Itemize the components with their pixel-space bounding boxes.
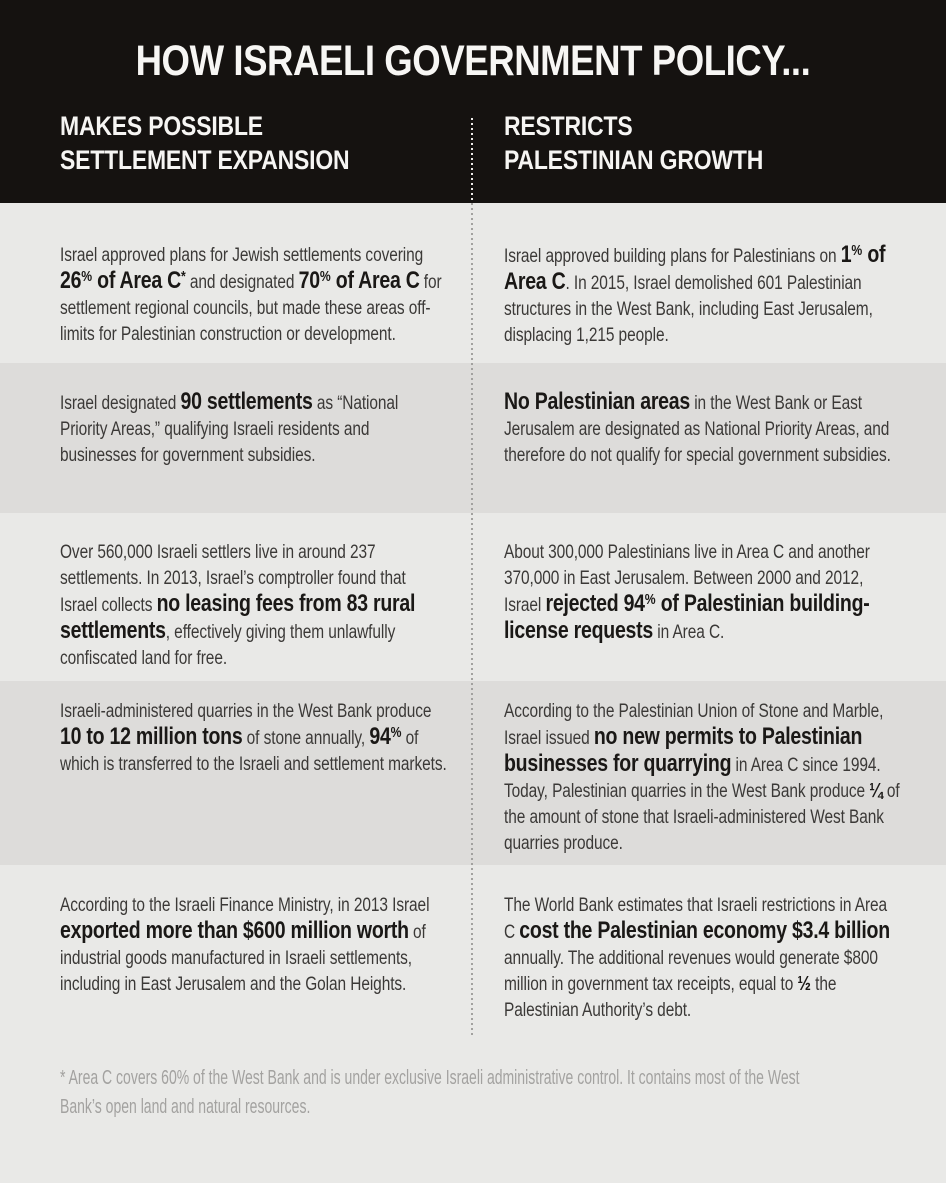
text-segment: 90 settlements (180, 388, 313, 415)
text-segment: for settlement regional councils, but made these areas off-limits for Palestinian construction or development. (60, 272, 442, 345)
footer (0, 1040, 946, 1183)
text-segment: Israel approved building plans for Palestinians on (504, 246, 841, 267)
text-segment: and designated (185, 272, 299, 293)
heading-line: SETTLEMENT EXPANSION (60, 145, 350, 175)
heading-line: MAKES POSSIBLE (60, 111, 263, 141)
text-segment: of industrial goods manufactured in Israeli settlements, including in East Jerusalem and the Golan Heights. (60, 922, 426, 995)
row-cell-right (473, 390, 946, 513)
table-row (0, 681, 946, 865)
row-cell-right (473, 540, 946, 681)
cell-text (60, 893, 447, 998)
cell-text (60, 390, 447, 469)
cell-text (504, 540, 902, 646)
footnote: * Area C covers 60% of the West Bank and is under exclusive Israeli administrative control. It contains most of the West Bank’s open land and natural resources. (60, 1067, 800, 1118)
text-segment: of Area C (504, 241, 886, 295)
text-segment: of Palestinian building-license requests (504, 590, 870, 644)
page-title: HOW ISRAELI GOVERNMENT POLICY... (135, 37, 811, 85)
right-column-heading (504, 109, 763, 177)
table-row (0, 513, 946, 681)
row-cell-right (473, 699, 946, 865)
text-segment: of the amount of stone that Israeli-administered West Bank quarries produce. (504, 781, 900, 854)
text-segment: According to the Israeli Finance Ministry, in 2013 Israel (60, 895, 430, 916)
text-segment: exported more than $600 million worth (60, 917, 409, 944)
text-segment: No Palestinian areas (504, 388, 690, 415)
text-segment: % (319, 268, 331, 285)
text-segment: * (180, 268, 186, 285)
text-segment: annually. The additional revenues would generate $800 million in government tax receipts, equal to (504, 948, 878, 995)
text-segment: in Area C. (653, 622, 725, 643)
text-segment: % (644, 591, 656, 608)
row-cell-right (473, 893, 946, 1040)
text-segment: The World Bank estimates that Israeli restrictions in Area C (504, 895, 888, 943)
heading-line: PALESTINIAN GROWTH (504, 145, 764, 175)
text-segment: % (390, 724, 402, 741)
text-segment: of stone annually, (242, 728, 370, 749)
left-column-heading (60, 109, 349, 177)
text-segment: 94 (369, 723, 391, 750)
row-cell-left (0, 243, 473, 363)
text-segment: as “National Priority Areas,” qualifying Israeli residents and businesses for government subsidies. (60, 393, 399, 466)
text-segment: rejected 94 (545, 590, 645, 617)
text-segment: of Area C (91, 267, 181, 294)
table-row (0, 203, 946, 363)
text-segment: ½ (797, 973, 811, 995)
text-segment: % (851, 242, 863, 259)
text-segment: , effectively giving them unlawfully confiscated land for free. (60, 622, 396, 669)
cell-text (60, 699, 447, 778)
text-segment: 1 (840, 241, 852, 268)
text-segment: no leasing fees from 83 rural settlements (60, 590, 416, 644)
text-segment: Israel approved plans for Jewish settlements covering (60, 245, 424, 266)
text-segment: 10 to 12 million tons (60, 723, 243, 750)
text-segment: . In 2015, Israel demolished 601 Palestinian structures in the West Bank, including East Jerusalem, displacing 1,215 people. (504, 273, 873, 346)
text-segment: Israel designated (60, 393, 181, 414)
text-segment: the Palestinian Authority’s debt. (504, 974, 837, 1021)
cell-text (504, 243, 902, 349)
comparison-rows (0, 203, 946, 1040)
text-segment: About 300,000 Palestinians live in Area C and another 370,000 in East Jerusalem. Between 2000 and 2012, Israel (504, 542, 870, 616)
text-segment: According to the Palestinian Union of Stone and Marble, Israel issued (504, 701, 884, 749)
row-cell-left (0, 540, 473, 681)
row-cell-left (0, 699, 473, 865)
cell-text (504, 699, 902, 857)
text-segment: in Area C since 1994. Today, Palestinian quarries in the West Bank produce (504, 755, 881, 802)
row-cell-right (473, 243, 946, 363)
table-row (0, 865, 946, 1040)
heading-line: RESTRICTS (504, 111, 633, 141)
text-segment: ¼ (869, 780, 883, 802)
row-cell-left (0, 390, 473, 513)
column-divider-header-segment (471, 118, 473, 203)
header (0, 0, 946, 203)
text-segment: 26 (60, 267, 82, 294)
text-segment: cost the Palestinian economy $3.4 billion (519, 917, 890, 944)
row-cell-left (0, 893, 473, 1040)
cell-text (60, 540, 447, 672)
text-segment: of which is transferred to the Israeli and settlement markets. (60, 728, 447, 775)
text-segment: of Area C (330, 267, 420, 294)
table-row (0, 363, 946, 513)
text-segment: in the West Bank or East Jerusalem are designated as National Priority Areas, and therefore do not qualify for special government subsidies. (504, 393, 891, 466)
text-segment: 70 (298, 267, 320, 294)
text-segment: % (81, 268, 92, 285)
cell-text (60, 243, 447, 348)
column-divider-body-segment (471, 203, 473, 1036)
text-segment: Israeli-administered quarries in the West Bank produce (60, 701, 432, 722)
text-segment: Over 560,000 Israeli settlers live in around 237 settlements. In 2013, Israel’s comptroller found that Israel collects (60, 542, 406, 616)
text-segment: no new permits to Palestinian businesses for quarrying (504, 723, 863, 777)
cell-text (504, 893, 902, 1024)
cell-text (504, 390, 902, 469)
